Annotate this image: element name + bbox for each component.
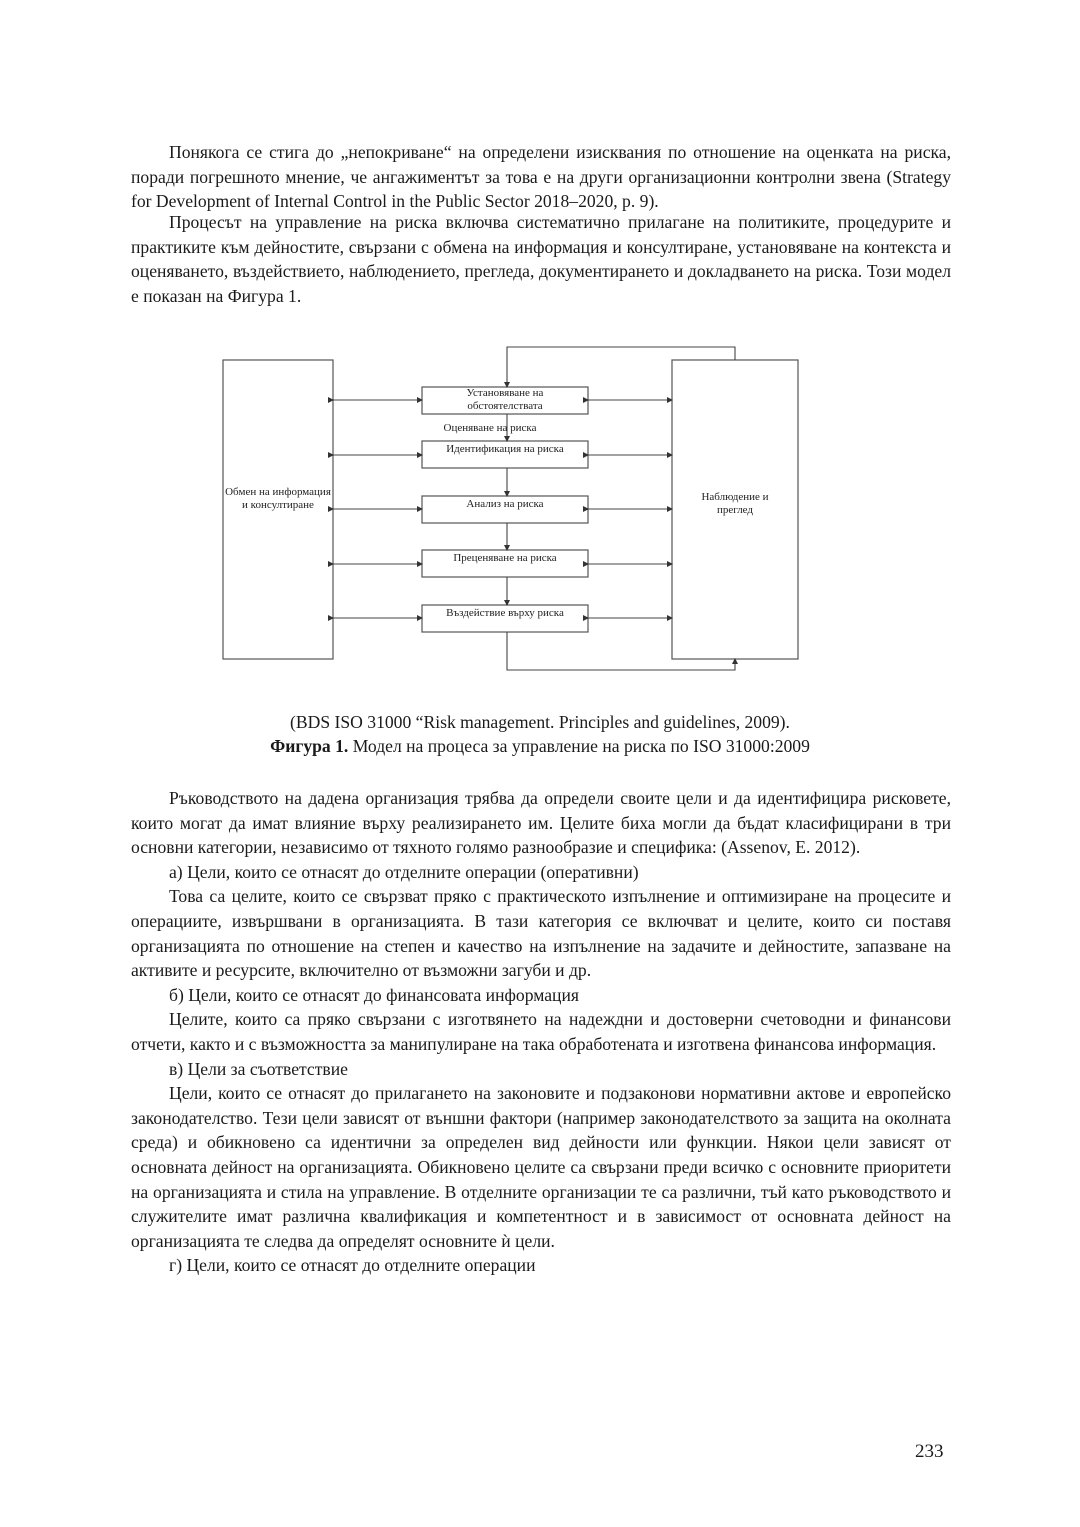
left-box-label: Обмен на информация и консултиране (225, 486, 331, 511)
feedback-top-line (507, 347, 735, 387)
figure-caption-label: Фигура 1. (270, 736, 349, 756)
paragraph: Цели, които се отнасят до прилагането на законовите и подзаконови нормативни актове и европейско законодателство. Тези цели зависят от външни фактори (например законодателството за защита на околната среда) и обикновено са идентични за определен вид дейности или функции. Някои цели зависят от основната дейност на организацията. Обикновено целите са свързани преди всичко с основните приоритети на организацията и стила на управление. В отделните организации те са различни, тъй като ръководството и служителите имат различна квалификация и компетентност и в зависимост от основната дейност на организацията те следва да определят основните ѝ цели. (131, 1083, 951, 1251)
step-label-5: Въздействие върху риска (446, 607, 564, 619)
page-number: 233 (915, 1441, 944, 1462)
list-heading-a: а) Цели, които се отнасят до отделните операции (оперативни) (169, 861, 639, 882)
figure-source: (BDS ISO 31000 “Risk management. Principles and guidelines, 2009). (290, 712, 790, 732)
step-label-3: Анализ на риска (466, 498, 544, 510)
figure-caption-text: Модел на процеса за управление на риска по ISO 31000:2009 (348, 736, 810, 756)
list-heading-b: б) Цели, които се отнасят до финансовата информация (169, 984, 579, 1005)
right-box-label: Наблюдение и преглед (701, 491, 769, 516)
feedback-bottom-line (507, 632, 735, 670)
risk-management-diagram (220, 343, 820, 683)
figure-caption (0, 735, 1080, 757)
paragraph: Ръководството на дадена организация трябва да определи своите цели и да идентифицира рисковете, които могат да имат влияние върху реализирането им. Целите биха могли да бъдат класифицирани в три основни категории, независимо от тяхното голямо разнообразие и специфика: (Assenov, E. 2012). (131, 788, 951, 858)
body-text (131, 786, 951, 1278)
paragraph: Понякога се стига до „непокриване“ на определени изисквания по отношение на оценката на риска, поради погрешното мнение, че ангажиментът за това е на други организационни контролни звена (Strategy for Development of Internal Control in the Public Sector 2018–2020, p. 9). (131, 142, 951, 212)
assessment-label: Оценяване на риска (443, 422, 537, 434)
list-heading-g: г) Цели, които се отнасят до отделните операции (169, 1255, 536, 1276)
paragraph: Това са целите, които се свързват пряко с практическото изпълнение и оптимизиране на процесите и операциите, извършвани в организацията. В тази категория се включват и целите, които си поставя организацията по отношение на степен и качество на изпълнение на задачите и дейностите, запазване на активите и ресурсите, включително от възможни загуби и др. (131, 886, 951, 981)
step-label-1: Установяване на обстоятелствата (466, 387, 544, 412)
step-label-2: Идентификация на риска (446, 443, 564, 455)
paragraph: Процесът на управление на риска включва систематично прилагане на политиките, процедурите и практиките към дейностите, свързани с обмена на информация и консултиране, установяване на контекста и оценяването, въздействието, наблюдението, прегледа, документирането и докладването на риска. Този модел е показан на Фигура 1. (131, 212, 951, 306)
list-heading-v: в) Цели за съответствие (169, 1058, 348, 1079)
intro-paragraph-1 (131, 140, 951, 214)
paragraph: Целите, които са пряко свързани с изготвянето на надеждни и достоверни счетоводни и финансови отчети, както и с възможността за манипулиране на така обработената и изготвена финансова информация. (131, 1009, 951, 1054)
step-label-4: Преценяване на риска (453, 552, 557, 564)
intro-paragraph-2 (131, 210, 951, 308)
